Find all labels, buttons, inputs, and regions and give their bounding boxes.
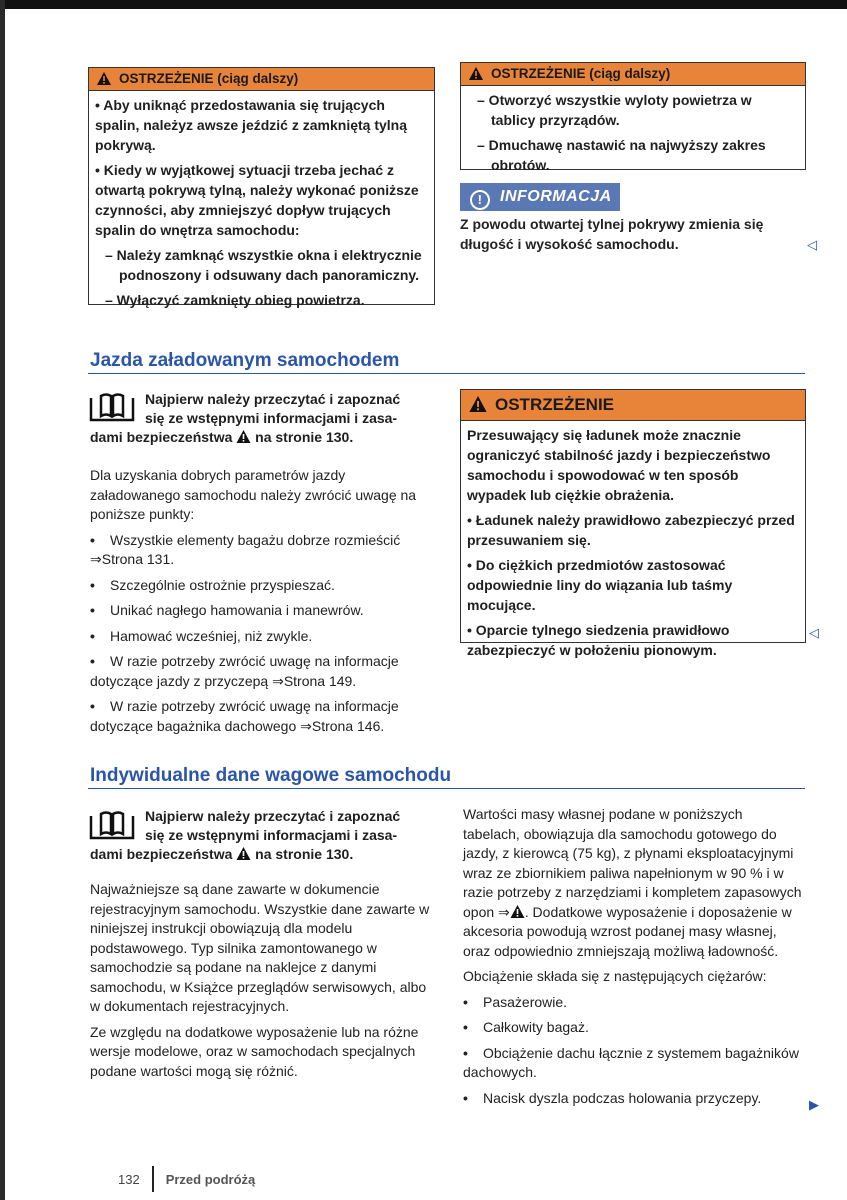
read-first-note xyxy=(145,390,435,428)
read-first-line: się ze wstępnymi informacjami i zasa- xyxy=(145,410,398,426)
warning-header xyxy=(89,68,434,91)
read-first-safety: dami bezpieczeństwa xyxy=(90,846,233,862)
warning-triangle-icon xyxy=(469,67,483,80)
warning-item: • Oparcie tylnego siedzenia prawidłowo zabezpieczyć w położeniu pionowym. xyxy=(467,622,730,658)
warning-subitem: – Należy zamknąć wszystkie okna i elektrycznie podnoszony i odsuwany dach panoramiczny. xyxy=(105,247,422,283)
warning-lead: Przesuwający się ładunek może znacznie ograniczyć stabilność jazdy i bezpieczeństwo samochodu i spowodować w ten sposób wypadek lub ciężkie obrażenia. xyxy=(467,427,771,503)
warning-box xyxy=(460,389,806,658)
warning-header xyxy=(461,63,805,86)
section2-right-column xyxy=(463,805,803,1114)
info-text: Z powodu otwartej tylnej pokrywy zmienia się długość i wysokość samochodu. xyxy=(460,216,764,252)
list-item: • Unikać nagłego hamowania i manewrów. xyxy=(90,602,364,618)
body-paragraph: Dla uzyskania dobrych parametrów jazdy załadowanego samochodu należy zwrócić uwagę na poniższe punkty: xyxy=(90,467,417,522)
warning-subitem: – Wyłączyć zamknięty obieg powietrza. xyxy=(105,292,365,308)
footer-divider xyxy=(152,1166,154,1192)
warning-item: • Kiedy w wyjątkowej sytuacji trzeba jechać z otwartą pokrywą tylną, należy wykonać poniższe czynności, aby zmniejszyć dopływ trujących spalin do wnętrza samochodu: xyxy=(95,162,419,238)
warning-subitem: – Otworzyć wszystkie wyloty powietrza w tablicy przyrządów. xyxy=(477,92,752,128)
warning-triangle-icon xyxy=(469,396,487,412)
list-item: • Obciążenie dachu łącznie z systemem bagażników dachowych. xyxy=(463,1044,799,1080)
list-item: • Nacisk dyszla podczas holowania przyczepy. xyxy=(463,1089,762,1106)
warning-header xyxy=(461,390,805,421)
info-title: INFORMACJA xyxy=(500,188,612,205)
read-first-line: Najpierw należy przeczytać i zapoznać xyxy=(145,808,401,824)
warning-item: • Aby uniknąć przedostawania się trujących spalin, należyz awsze jeździć z zamkniętą tylną pokrywą. xyxy=(95,97,408,153)
read-first-note xyxy=(145,807,435,845)
body-paragraph: Obciążenie składa się z następujących ciężarów: xyxy=(463,968,767,984)
warning-subitem: – Dmuchawę nastawić na najwyższy zakres obrotów. xyxy=(477,137,766,173)
book-icon xyxy=(89,392,135,422)
read-first-line: Najpierw należy przeczytać i zapoznać xyxy=(145,391,401,407)
info-icon: ! xyxy=(470,190,490,210)
warning-continued-left xyxy=(88,67,435,308)
section-rule xyxy=(88,788,805,789)
info-text-block xyxy=(460,215,800,260)
page-footer xyxy=(118,1166,255,1192)
read-first-page-ref: na stronie 130. xyxy=(255,429,354,445)
warning-item: • Ładunek należy prawidłowo zabezpieczyć przed przesuwaniem się. xyxy=(467,512,795,548)
warning-triangle-icon xyxy=(510,905,525,918)
section-rule xyxy=(88,373,805,374)
warning-continued-right xyxy=(460,62,806,173)
section-title: Indywidualne dane wagowe samochodu xyxy=(90,765,452,786)
info-end-mark: ◁ xyxy=(807,237,817,252)
read-first-line xyxy=(90,845,435,864)
section1-body xyxy=(90,466,430,742)
warning-triangle-icon xyxy=(236,847,251,860)
list-item: • Hamować wcześniej, niż zwykle. xyxy=(90,627,313,644)
body-paragraph: Wartości masy własnej podane w poniższych tabelach, obowiązuja dla samochodu gotowego do jazdy, z kierowcą (75 kg), z płynami eksploatacyjnymi wraz ze zbiornikiem paliwa napełnionym w 90 % i w razie potrzeby z narzędziami i kompletem zapasowych opon ⇒ . Dodatkowe wyposażenie i doposażenie w akcesoria powodują wzrost podanej masy własnej, oraz odpowiednio zmniejszają możliwą ładowność. xyxy=(463,806,802,959)
info-header xyxy=(460,183,620,211)
warning-triangle-icon xyxy=(97,72,111,85)
list-item: • W razie potrzeby zwrócić uwagę na informacje dotyczące jazdy z przyczepą ⇒Strona 149. xyxy=(90,653,399,689)
read-first-safety: dami bezpieczeństwa xyxy=(90,429,233,445)
continue-arrow-icon: ▶ xyxy=(809,1097,819,1112)
read-first-line xyxy=(90,428,435,447)
list-item: • Pasażerowie. xyxy=(463,993,568,1010)
warning-end-mark: ◁ xyxy=(809,625,819,640)
warning-title: OSTRZEŻENIE (ciąg dalszy) xyxy=(491,66,671,81)
chapter-title: Przed podróżą xyxy=(165,1172,256,1187)
list-item: • Całkowity bagaż. xyxy=(463,1019,589,1035)
body-paragraph: Najważniejsze są dane zawarte w dokumencie rejestracyjnym samochodu. Wszystkie dane zawarte w niniejszej instrukcji obowiązują dla modelu podstawowego. Typ silnika zamontowanego w samochodzie są podane na naklejce z danymi samochodu, w Książce przeglądów serwisowych, albo w dokumentach rejestracyjnych. xyxy=(90,881,430,1014)
page-top-edge xyxy=(0,0,847,9)
warning-triangle-icon xyxy=(236,430,251,443)
section2-left-column xyxy=(90,880,432,1087)
list-item: • Wszystkie elementy bagażu dobrze rozmieścić ⇒Strona 131. xyxy=(90,531,401,567)
read-first-line: się ze wstępnymi informacjami i zasa- xyxy=(145,827,398,843)
page-number: 132 xyxy=(118,1172,140,1187)
list-item: • W razie potrzeby zwrócić uwagę na informacje dotyczące bagażnika dachowego ⇒Strona 146. xyxy=(90,698,399,734)
section-title: Jazda załadowanym samochodem xyxy=(90,350,400,371)
body-paragraph: Ze względu na dodatkowe wyposażenie lub na różne wersje modelowe, oraz w samochodach specjalnych podane wartości mogą się różnić. xyxy=(90,1023,419,1079)
warning-item: • Do ciężkich przedmiotów zastosować odpowiednie liny do wiązania lub taśmy mocujące. xyxy=(467,557,733,613)
page-left-edge xyxy=(0,0,5,1200)
list-item: • Szczególnie ostrożnie przyspieszać. xyxy=(90,576,335,593)
warning-title: OSTRZEŻENIE xyxy=(495,395,615,414)
book-icon xyxy=(89,810,135,840)
read-first-page-ref: na stronie 130. xyxy=(255,846,354,862)
warning-title: OSTRZEŻENIE (ciąg dalszy) xyxy=(119,71,299,86)
